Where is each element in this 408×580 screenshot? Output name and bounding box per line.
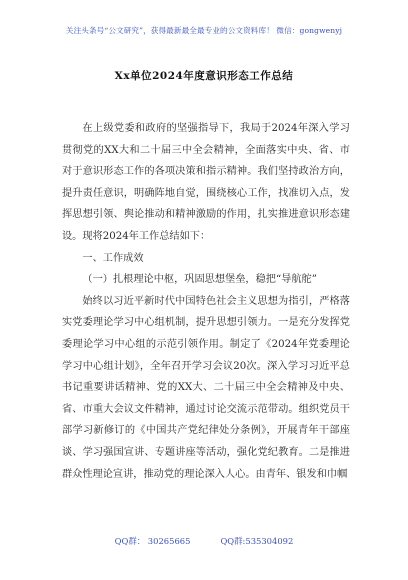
- document-title: Xx单位2024年度意识形态工作总结: [114, 70, 294, 82]
- footer-qq-group-2: QQ群:535304092: [220, 536, 294, 546]
- intro-paragraph: 在上级党委和政府的坚强指导下，我局于2024年深入学习贯彻党的XX大和二十届三中全会精神，全面落实中央、省、市对于意识形态工作的各项决策和指示精神。我们坚持政治方向，提升责任意识，明确阵地自觉，围绕核心工作，找准切入点，发挥思想引领、舆论推动和精神激励的作用，扎实推进意识形态建设。现将2024年工作总结如下：: [62, 123, 350, 242]
- footer-qq-group-1: QQ群： 30265665: [114, 536, 191, 546]
- promo-banner: 关注头条号“公文研究”，获得最新最全最专业的公文资料库！ 微信：gongwenyj: [65, 26, 343, 35]
- subsection-heading: （一）扎根理论中枢，巩固思想堡垒，稳把“导航舵”: [82, 274, 317, 286]
- section-heading: 一、工作成效: [82, 252, 144, 264]
- document-body: [62, 118, 350, 485]
- body-paragraph: 始终以习近平新时代中国特色社会主义思想为指引，严格落实党委理论学习中心组机制，提升思想引领力。一是充分发挥党委理论学习中心组的示范引领作用。制定了《2024年党委理论学习中心组计划》，全年召开学习会议20次。深入学习习近平总书记重要讲话精神、党的XX大、二十届三中全会精神及中央、省、市重大会议文件精神，通过讨论交流示范带动。组织党员干部学习新修订的《中国共产党纪律处分条例》，开展青年干部座谈、学习强国宣讲、专题讲座等活动，强化党纪教育。二是推进群众性理论宣讲，推动党的理论深入人心。由青年、银发和巾帼: [62, 295, 350, 480]
- footer-contact: [0, 535, 408, 547]
